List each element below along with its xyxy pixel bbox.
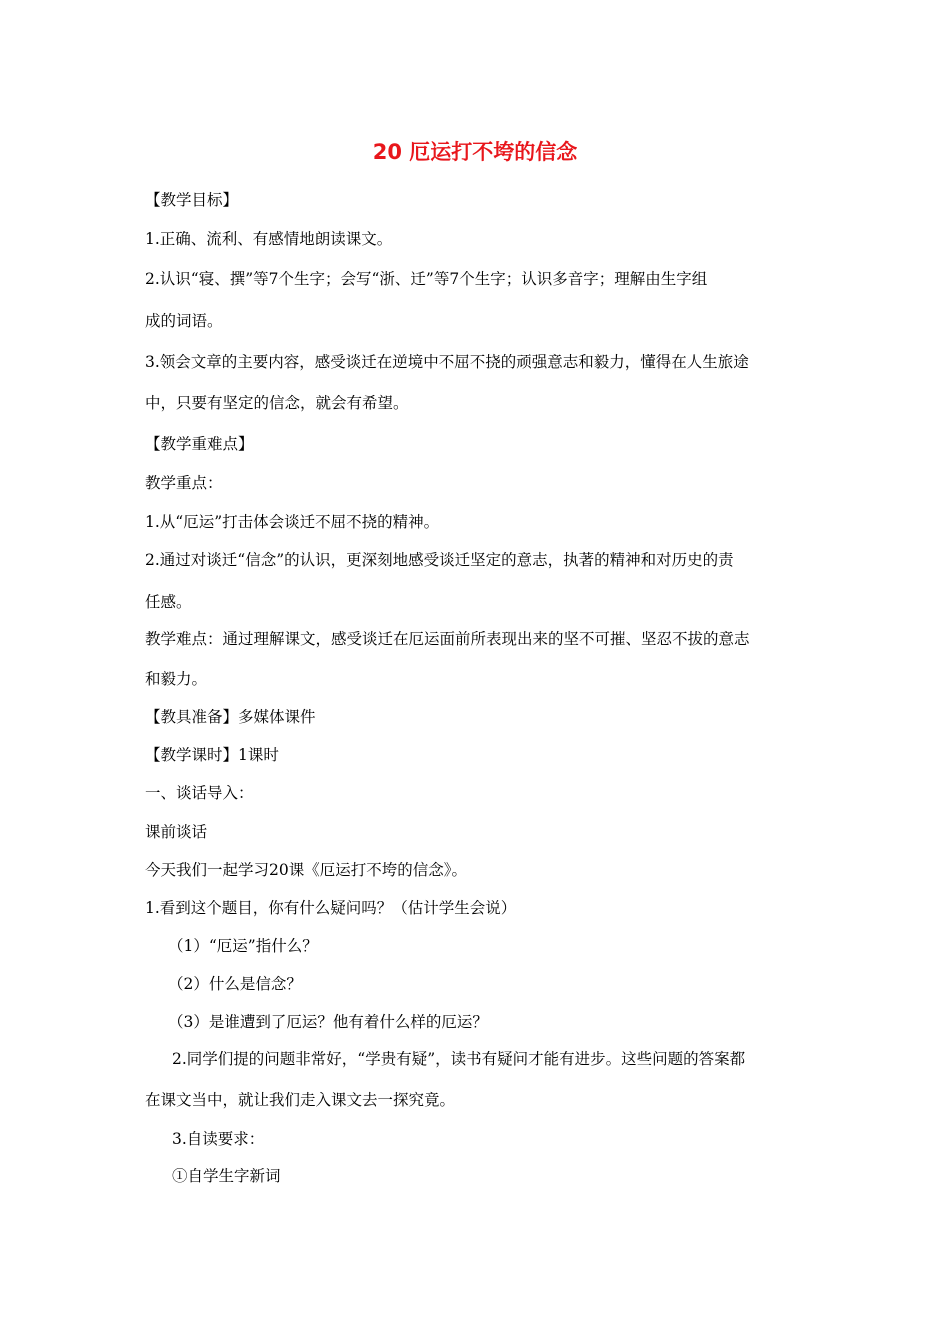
- key-point-2-line-1: 2.通过对谈迁“信念”的认识，更深刻地感受谈迁坚定的意志，执著的精神和对历史的责: [145, 551, 734, 569]
- point-2-line-1: 2.同学们提的问题非常好，“学贵有疑”，读书有疑问才能有进步。这些问题的答案都: [172, 1050, 746, 1068]
- objective-3-line-2: 中，只要有坚定的信念，就会有希望。: [145, 394, 409, 412]
- page-title: 20 厄运打不垮的信念: [372, 140, 578, 164]
- pre-class-talk: 课前谈话: [145, 823, 208, 841]
- objective-1: 1.正确、流利、有感情地朗读课文。: [145, 230, 393, 248]
- sub-question-2: （2）什么是信念？: [168, 975, 302, 993]
- difficulty-line-2: 和毅力。: [145, 670, 208, 688]
- difficulty-line-1: 教学难点：通过理解课文，感受谈迁在厄运面前所表现出来的坚不可摧、坚忍不拔的意志: [145, 630, 750, 648]
- key-points-label: 教学重点：: [145, 474, 223, 492]
- key-point-2-line-2: 任感。: [145, 593, 192, 611]
- section-heading-key-points: 【教学重难点】: [145, 435, 254, 453]
- part-one-heading: 一、谈话导入：: [145, 784, 254, 802]
- section-class-hours: 【教学课时】1课时: [145, 746, 279, 764]
- sub-question-1: （1）“厄运”指什么？: [168, 937, 318, 955]
- section-teaching-aids: 【教具准备】多媒体课件: [145, 708, 316, 726]
- key-point-1: 1.从“厄运”打击体会谈迁不屈不挠的精神。: [145, 513, 440, 531]
- section-heading-objectives: 【教学目标】: [145, 191, 239, 209]
- objective-2-line-2: 成的词语。: [145, 312, 223, 330]
- sub-question-3: （3）是谁遭到了厄运？他有着什么样的厄运？: [168, 1013, 488, 1031]
- question-1: 1.看到这个题目，你有什么疑问吗？（估计学生会说）: [145, 899, 517, 917]
- self-study-item-1: ①自学生字新词: [172, 1167, 281, 1185]
- objective-3-line-1: 3.领会文章的主要内容，感受谈迁在逆境中不屈不挠的顽强意志和毅力，懂得在人生旅途: [145, 353, 749, 371]
- objective-2-line-1: 2.认识“寝、撰”等7个生字；会写“浙、迁”等7个生字；认识多音字；理解由生字组: [145, 270, 708, 288]
- intro-sentence: 今天我们一起学习20课《厄运打不垮的信念》。: [145, 861, 467, 879]
- point-2-line-2: 在课文当中，就让我们走入课文去一探究竟。: [145, 1091, 456, 1109]
- point-3-heading: 3.自读要求：: [172, 1130, 265, 1148]
